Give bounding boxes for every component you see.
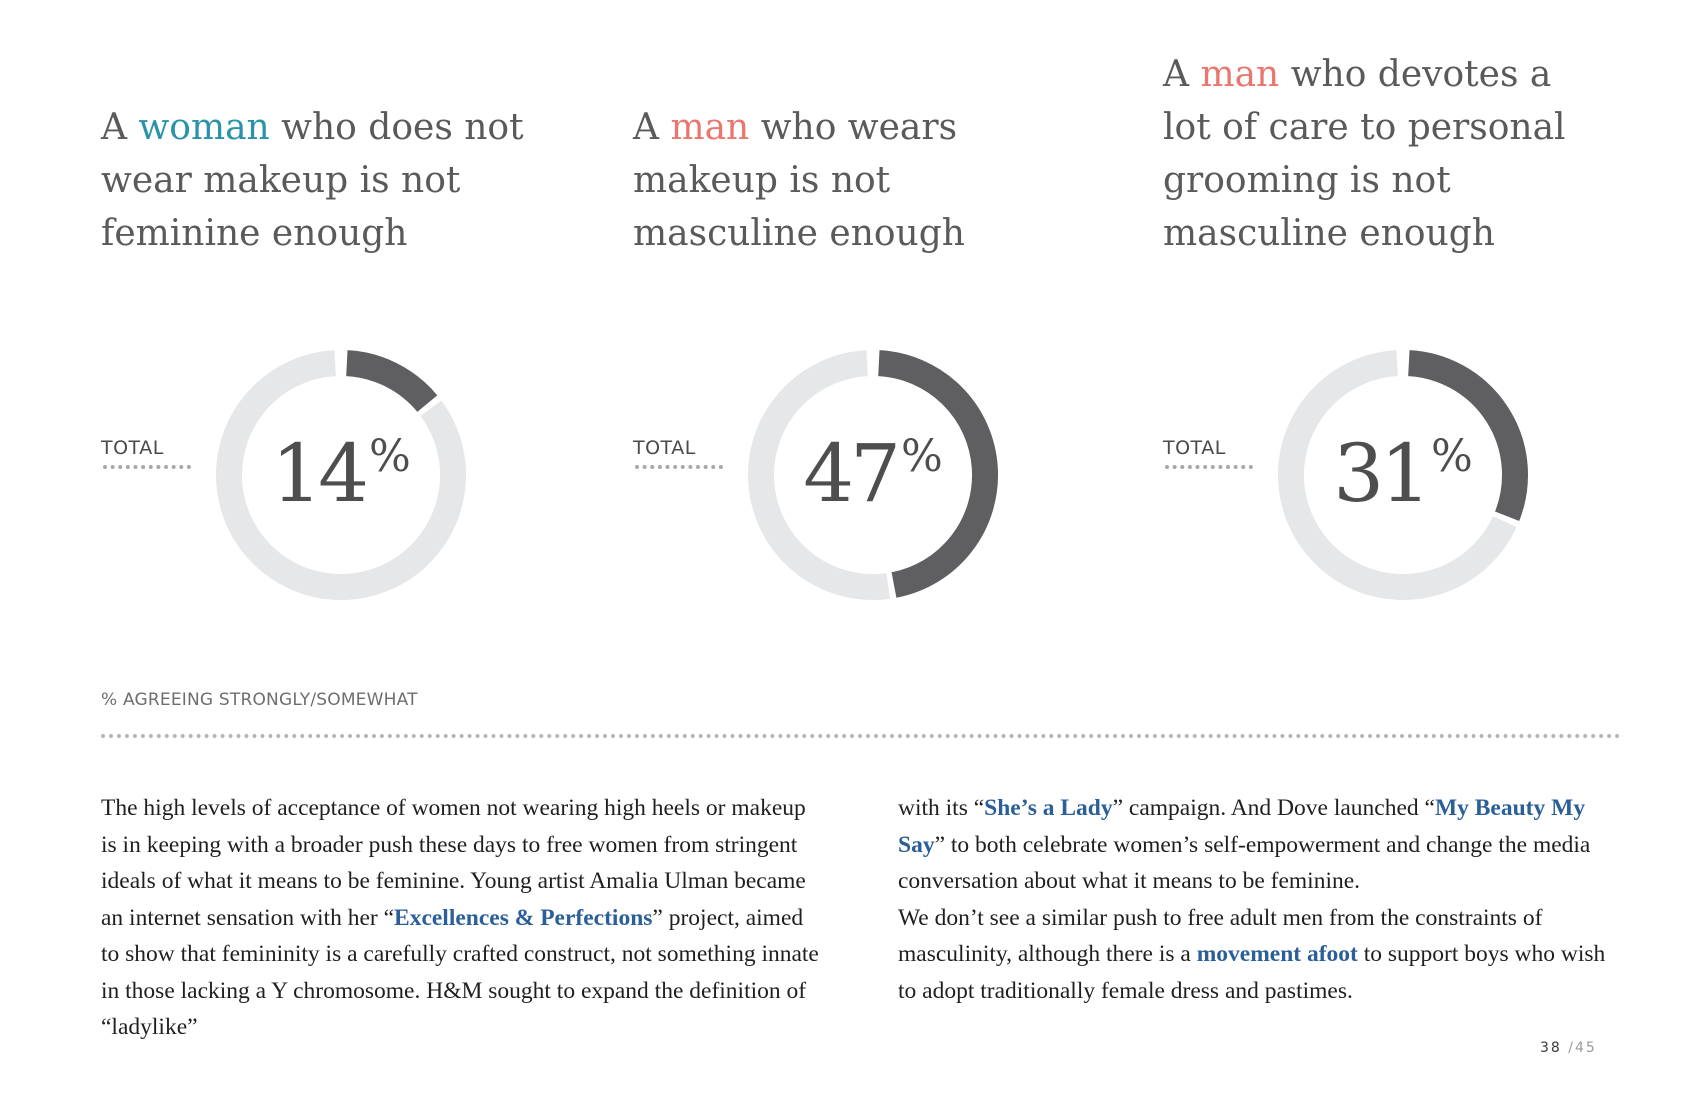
donut-value-label: 14% xyxy=(271,427,411,520)
total-label: TOTAL xyxy=(101,437,164,459)
donut-chart xyxy=(1258,330,1548,620)
page-total-sep: / xyxy=(1568,1040,1575,1056)
donut-value-label: 47% xyxy=(803,427,943,520)
dotted-leader xyxy=(103,465,191,469)
panel-title: A woman who does not wear makeup is not feminine enough xyxy=(101,107,524,254)
page-number xyxy=(1540,1040,1597,1056)
total-label: TOTAL xyxy=(1163,437,1226,459)
legend-note: % AGREEING STRONGLY/SOMEWHAT xyxy=(101,690,418,710)
title-highlight: man xyxy=(1200,54,1280,95)
panel-title: A man who devotes a lot of care to personal grooming is not masculine enough xyxy=(1163,54,1566,254)
page-current: 38 xyxy=(1540,1040,1562,1056)
dotted-divider xyxy=(101,734,1621,738)
chart-panel-3 xyxy=(1163,54,1593,640)
donut-value-label: 31% xyxy=(1333,427,1473,520)
page-total: 45 xyxy=(1575,1040,1597,1056)
total-label: TOTAL xyxy=(633,437,696,459)
link-excellences-perfections[interactable]: Excellences & Perfections xyxy=(394,904,653,931)
title-highlight: woman xyxy=(138,107,270,148)
donut-chart xyxy=(196,330,486,620)
donut-chart xyxy=(728,330,1018,620)
body-column-1: The high levels of acceptance of women not wearing high heels or makeup is in keeping with a broader push these days to free women from stringent ideals of what it means to be feminine. Young artist Amalia Ulman became an internet sensation with her “Excellences & Perfections” project, aimed to show that femininity is a carefully crafted construct, not something innate in those lacking a Y chromosome. H&M sought to expand the definition of “ladylike” xyxy=(101,795,819,1040)
dotted-leader xyxy=(1165,465,1253,469)
chart-panel-2 xyxy=(633,60,1063,640)
dotted-leader xyxy=(635,465,723,469)
link-movement-afoot[interactable]: movement afoot xyxy=(1196,941,1358,967)
title-highlight: man xyxy=(670,107,750,148)
donut-value-arc xyxy=(347,363,427,403)
panel-title: A man who wears makeup is not masculine enough xyxy=(633,107,965,254)
link-my-beauty-my-say[interactable]: My Beauty My Say xyxy=(898,795,1586,858)
link-shes-a-lady[interactable]: She’s a Lady xyxy=(984,795,1113,821)
body-column-2: with its “She’s a Lady” campaign. And Dove launched “My Beauty My Say” to both celebrate women’s self-empowerment and change the media conversation about what it means to be feminine. We don’t see a similar push to free adult men from the constraints of masculinity, although there is a movement afoot to support boys who wish to adopt traditionally female dress and pastimes. xyxy=(898,795,1606,1004)
chart-panel-1 xyxy=(101,60,531,640)
